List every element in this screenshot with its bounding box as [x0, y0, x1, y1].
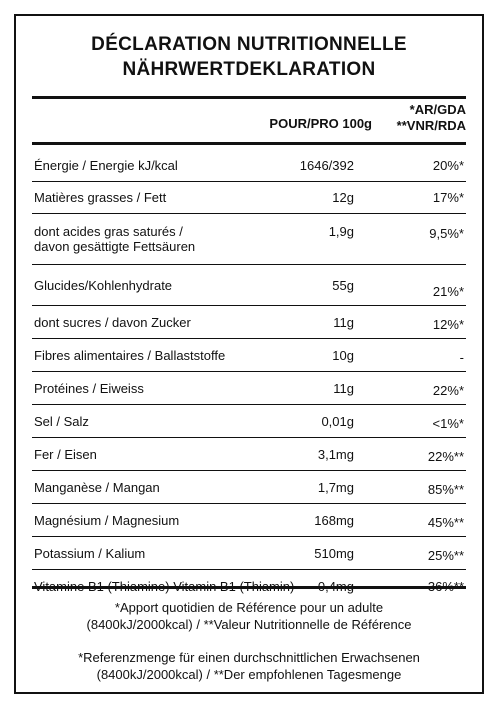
nutrient-label: Glucides/Kohlenhydrate — [34, 277, 173, 293]
footnote-french — [32, 599, 466, 633]
nutrient-label: Énergie / Energie kJ/kcal — [34, 158, 178, 173]
title-german: NÄHRWERTDEKLARATION — [122, 59, 376, 80]
nutrient-amount: 10g — [332, 347, 354, 363]
table-row — [32, 504, 466, 537]
nutrient-label: Magnésium / Magnesium — [34, 512, 180, 528]
column-header-per-100g: POUR/PRO 100g — [269, 116, 372, 131]
nutrient-percent: 85%** — [427, 482, 464, 497]
nutrient-percent: 22%* — [432, 383, 464, 398]
footnote-german-line2: (8400kJ/2000kcal) / **Der empfohlenen Tagesmenge — [96, 667, 402, 682]
table-row — [32, 438, 466, 471]
nutrition-panel — [14, 14, 484, 694]
nutrient-amount: 3,1mg — [317, 446, 354, 462]
column-header-reference — [376, 102, 466, 134]
nutrient-label: Matières grasses / Fett — [34, 190, 167, 205]
nutrient-label: Sel / Salz — [34, 413, 89, 429]
title-french: DÉCLARATION NUTRITIONNELLE — [91, 34, 407, 55]
table-row — [32, 339, 466, 372]
footnote-german-line1: *Referenzmenge für einen durchschnittlichen Erwachsenen — [78, 650, 420, 665]
table-row — [32, 265, 466, 306]
nutrient-label-line2: davon gesättigte Fettsäuren — [34, 239, 196, 254]
table-row — [32, 150, 466, 182]
nutrient-label: Fibres alimentaires / Ballaststoffe — [34, 347, 226, 363]
nutrient-percent: 20%* — [432, 158, 464, 173]
nutrient-percent: 9,5%* — [429, 226, 464, 241]
nutrient-amount: 11g — [333, 380, 354, 396]
nutrient-label: Fer / Eisen — [34, 446, 97, 462]
nutrient-label: dont sucres / davon Zucker — [34, 314, 191, 330]
nutrient-amount: 11g — [333, 314, 354, 330]
panel-title — [16, 32, 482, 82]
nutrient-table — [32, 150, 466, 603]
nutrient-label — [34, 214, 195, 264]
footer-rule — [32, 586, 466, 589]
nutrient-label-line1: dont acides gras saturés / — [34, 224, 183, 239]
footnote-french-line1: *Apport quotidien de Référence pour un adulte — [114, 600, 384, 615]
nutrient-amount: 12g — [332, 190, 354, 205]
nutrient-amount: 0,01g — [321, 413, 354, 429]
footnote-german — [32, 649, 466, 683]
nutrient-amount: 1,7mg — [317, 479, 354, 495]
table-row — [32, 214, 466, 265]
table-row — [32, 182, 466, 214]
nutrient-amount: 55g — [332, 277, 354, 293]
header-bottom-rule — [32, 142, 466, 145]
nutrient-label: Potassium / Kalium — [34, 545, 146, 561]
nutrient-percent: 22%** — [427, 449, 464, 464]
table-row — [32, 306, 466, 339]
table-row — [32, 471, 466, 504]
nutrient-percent: 17%* — [432, 190, 464, 205]
nutrient-label: Protéines / Eiweiss — [34, 380, 144, 396]
table-row — [32, 537, 466, 570]
nutrient-amount: 168mg — [314, 512, 354, 528]
nutrient-percent: 25%** — [427, 548, 464, 563]
nutrient-percent: - — [459, 350, 464, 365]
column-header-rda: **VNR/RDA — [396, 118, 466, 133]
table-row — [32, 372, 466, 405]
nutrient-label: Manganèse / Mangan — [34, 479, 160, 495]
table-row — [32, 405, 466, 438]
nutrient-amount: 1,9g — [328, 224, 354, 239]
footnote-french-line2: (8400kJ/2000kcal) / **Valeur Nutritionnelle de Référence — [86, 617, 412, 632]
nutrient-amount: 1646/392 — [299, 158, 354, 173]
nutrient-amount: 510mg — [314, 545, 354, 561]
nutrient-percent: 45%** — [427, 515, 464, 530]
nutrient-percent: 21%* — [432, 284, 464, 299]
nutrient-percent: <1%* — [432, 416, 464, 431]
header-top-rule — [32, 96, 466, 99]
column-header-gda: *AR/GDA — [409, 102, 466, 117]
nutrient-percent: 12%* — [432, 317, 464, 332]
